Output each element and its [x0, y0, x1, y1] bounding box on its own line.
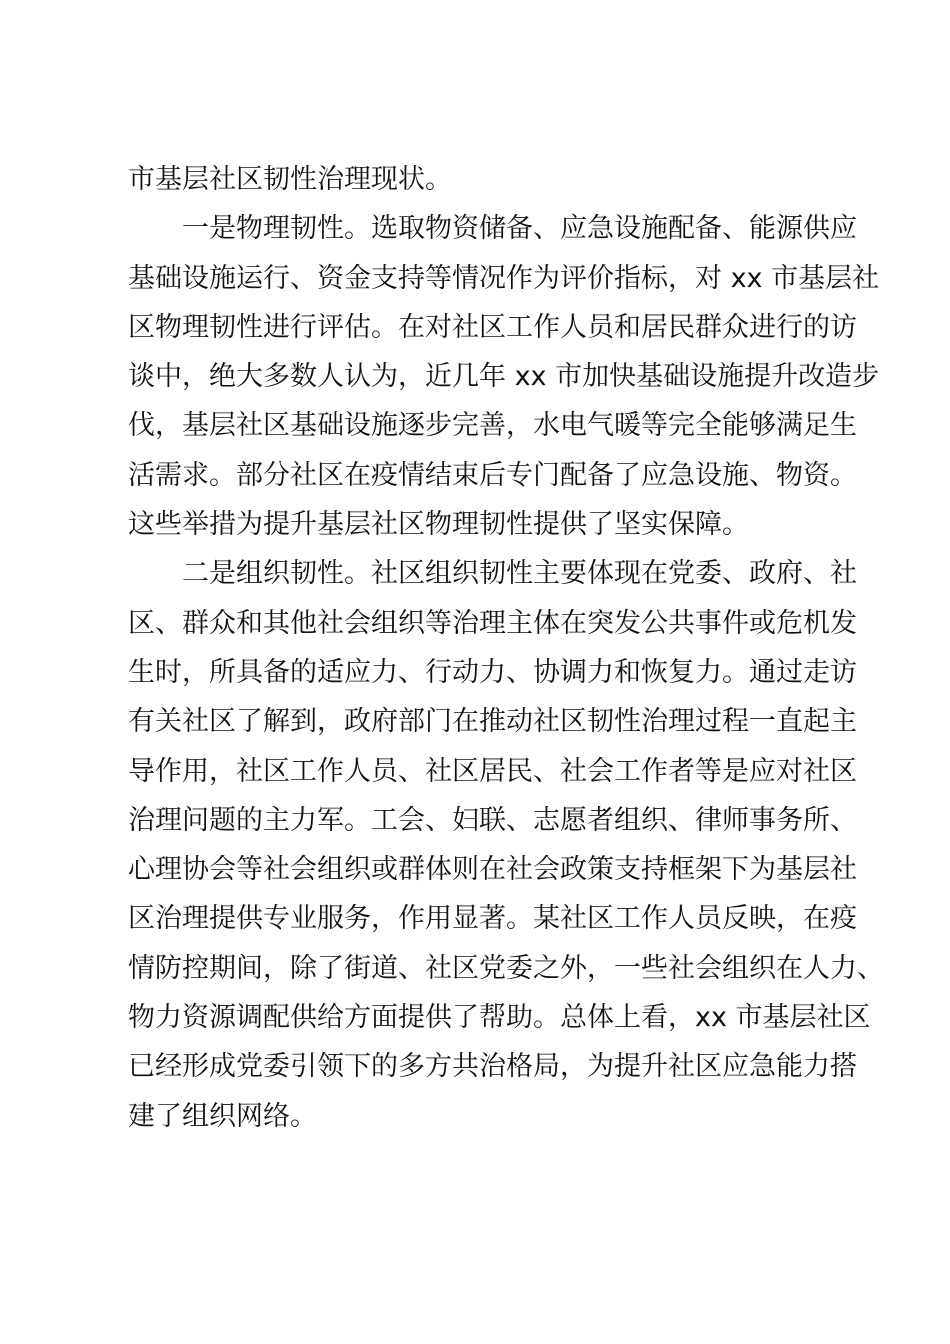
- text-line: 物力资源调配供给方面提供了帮助。总体上看，xx 市基层社区: [128, 1002, 871, 1034]
- text-line: 区治理提供专业服务，作用显著。某社区工作人员反映，在疫: [128, 903, 857, 935]
- document-body: [128, 155, 884, 1141]
- text-line: 治理问题的主力军。工会、妇联、志愿者组织、律师事务所、: [128, 804, 857, 836]
- text-line: 已经形成党委引领下的多方共治格局，为提升社区应急能力搭: [128, 1051, 857, 1083]
- text-line: 导作用，社区工作人员、社区居民、社会工作者等是应对社区: [128, 755, 857, 787]
- text-line: 这些举措为提升基层社区物理韧性提供了坚实保障。: [128, 509, 749, 541]
- text-line: 基础设施运行、资金支持等情况作为评价指标，对 xx 市基层社: [128, 262, 880, 294]
- text-line: 心理协会等社会组织或群体则在社会政策支持框架下为基层社: [128, 854, 857, 886]
- text-line: 区、群众和其他社会组织等治理主体在突发公共事件或危机发: [128, 607, 857, 639]
- paragraph-start-line: 一是物理韧性。选取物资储备、应急设施配备、能源供应: [182, 213, 857, 245]
- text-line: 有关社区了解到，政府部门在推动社区韧性治理过程一直起主: [128, 706, 857, 738]
- text-line: 区物理韧性进行评估。在对社区工作人员和居民群众进行的访: [128, 311, 857, 343]
- paragraph-start-line: 二是组织韧性。社区组织韧性主要体现在党委、政府、社: [182, 558, 857, 590]
- text-line: 伐，基层社区基础设施逐步完善，水电气暖等完全能够满足生: [128, 410, 857, 442]
- text-line: 市基层社区韧性治理现状。: [128, 164, 452, 195]
- text-line: 活需求。部分社区在疫情结束后专门配备了应急设施、物资。: [128, 459, 857, 491]
- text-line: 谈中，绝大多数人认为，近几年 xx 市加快基础设施提升改造步: [128, 361, 880, 393]
- text-line: 生时，所具备的适应力、行动力、协调力和恢复力。通过走访: [128, 656, 857, 688]
- text-line: 建了组织网络。: [128, 1100, 317, 1132]
- text-line: 情防控期间，除了街道、社区党委之外，一些社会组织在人力、: [128, 952, 884, 984]
